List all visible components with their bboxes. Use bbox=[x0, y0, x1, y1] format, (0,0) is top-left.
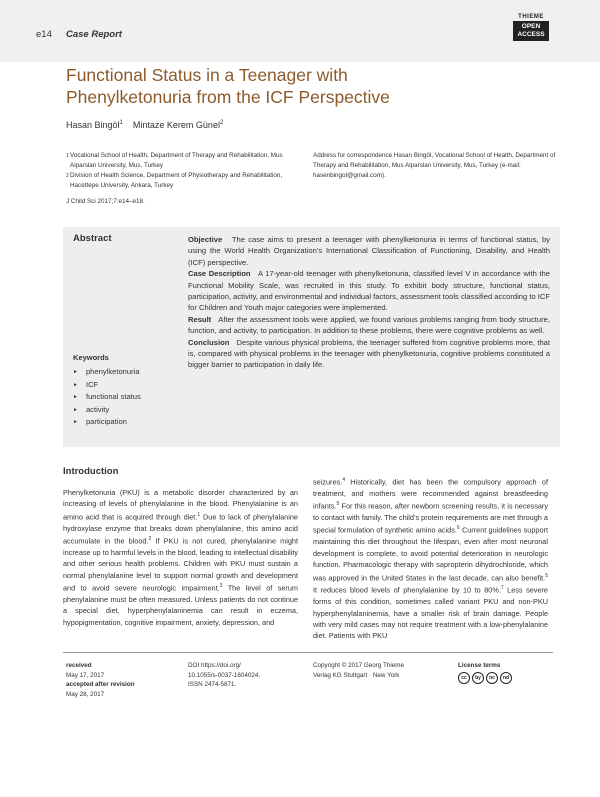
keyword-item: ► ICF bbox=[73, 379, 141, 392]
body-column-right: seizures.$^4$ Historically, diet has been the compulsory approach of treatment, and mothers were recommended against breastfeeding infants.$^5$ For this reason, after newborn screening results, it is necessary to contact with family. The child’s protein requirements are met through a special formulation of synthetic amino acids.$^6$ Current guidelines support maintaining this diet throughout the lifespan, even after most neuronal development is complete, to avoid potential deterioration in neurologic function. Pharmacologic therapy with sapropterin dihydrochloride, which was approved in the United States in the last decade, can also benefit.$^5$ It reduces blood levels of phenylalanine by 10 to 80%.$^7$ Less severe forms of this condition, sometimes called variant PKU and non-PKU hyperphenylalaninemia, have a smaller risk of brain damage. People with very mild cases may not require treatment with a low-phenylalanine diet. Patients with PKU bbox=[313, 477, 548, 641]
abstract-result: Result After the assessment tools were applied, we found various problems ranging from body structure, function, and activity, to participation. In addition to these problems, there were cognitive problems as well. bbox=[188, 314, 550, 336]
open-access-badge: OPEN ACCESS bbox=[513, 21, 549, 41]
keyword-item: ► participation bbox=[73, 416, 141, 429]
abstract-objective: Objective The case aims to present a teenager with phenylketonuria in terms of functional status, by using the World Health Organization’s International Classification of Functioning, Disability, and Health (ICF) perspective. bbox=[188, 235, 550, 267]
correspondence-text: Hasan Bingöl, Vocational School of Health, Department of Therapy and Rehabilitation, Mus Alparslan University, Mus, Turkey (e-mail: hasenbingol@gmail.com). bbox=[313, 152, 556, 179]
body-column-left: Phenylketonuria (PKU) is a metabolic disorder characterized by an increasing of levels of phenylalanine in the blood. Phenylalanine is an amino acid that is acquired through diet.$^1$ Due to lack of phenylalanine hydroxylase enzyme that breaks down phenylalanine, this amino acid accumulate in the blood.$^2$ If PKU is not cured, phenylalanine might increase up to harmful levels in the blood, leading to intellectual disability and other serious health problems. Children with PKU must sustain a normal phenylalanine level to support normal growth and development and to avoid severe neurologic impairment.$^3$ The level of serum phenylalanine must be often measured. Unless patients do not continue a special diet, hyperphenylalaninemia can result in eczema, hypopigmentation, cognitive impairment, anxiety, depression, and bbox=[63, 488, 298, 627]
section-label: Case Report bbox=[66, 29, 122, 40]
page-number: e14 bbox=[36, 29, 52, 40]
abstract-heading: Abstract bbox=[73, 233, 112, 244]
correspondence bbox=[313, 151, 563, 181]
keyword-item: ► activity bbox=[73, 404, 141, 417]
publisher-logo: THIEME bbox=[518, 14, 544, 20]
abstract-conclusion: Conclusion Despite various physical problems, the teenager suffered from cognitive problems more, that is, compared with physical problems in the teenager with phenylketonuria, cognitive problems constituted a bigger barrier to participation in daily life. bbox=[188, 337, 550, 370]
doi-block: DOI https://doi.org/ 10.1055/s-0037-1604024. ISSN 2474-5871. bbox=[188, 662, 261, 688]
doi-link[interactable]: https://doi.org/ bbox=[200, 662, 241, 669]
keyword-item: ► functional status bbox=[73, 391, 141, 404]
abstract-case: Case Description A 17-year-old teenager with phenylketonuria, classified level V in accordance with the Functional Mobility Scale, was recruited in this study. To exhibit body structure, functional status, participation, activity, and environmental and individual factors, assessment tools classified according to ICF for Children and Youth major categories were implemented. bbox=[188, 269, 551, 313]
abstract-body bbox=[188, 234, 550, 371]
keyword-list bbox=[73, 366, 141, 429]
cc-icon: cc bbox=[458, 672, 470, 684]
keyword-item: ► phenylketonuria bbox=[73, 366, 141, 379]
affiliation: Division of Health Science, Department of Physiotherapy and Rehabilitation, Hacettepe University, Ankara, Turkey bbox=[70, 172, 283, 189]
affiliations: 1 Vocational School of Health, Department of Therapy and Rehabilitation, Mus Alparslan University, Mus, Turkey 2 Division of Health Science, Department of Physiotherapy and Rehabilitation, Hacettepe University, Ankara, Turkey bbox=[66, 151, 301, 191]
license-icons bbox=[458, 672, 512, 684]
correspondence-label: Address for correspondence bbox=[313, 152, 393, 159]
article-title: Functional Status in a Teenager with Phenylketonuria from the ICF Perspective bbox=[66, 65, 390, 107]
article-dates: received May 17, 2017 accepted after revision May 28, 2017 bbox=[66, 662, 135, 698]
open-access-logo bbox=[513, 14, 549, 41]
nd-icon: nd bbox=[500, 672, 512, 684]
license-label: License terms bbox=[458, 662, 501, 669]
nc-icon: nc bbox=[486, 672, 498, 684]
author-name: Mintaze Kerem Günel bbox=[132, 120, 220, 130]
page-header bbox=[0, 0, 600, 62]
keywords-heading: Keywords bbox=[73, 353, 109, 362]
by-icon: by bbox=[472, 672, 484, 684]
introduction-heading: Introduction bbox=[63, 466, 119, 477]
affiliation: Vocational School of Health, Department of Therapy and Rehabilitation, Mus Alparslan University, Mus, Turkey bbox=[70, 152, 283, 169]
author-name: Hasan Bingöl bbox=[66, 120, 120, 130]
copyright: Copyright © 2017 Georg Thieme Verlag KG Stuttgart · New York bbox=[313, 662, 404, 679]
author-list: Hasan Bingöl$^1$ Mintaze Kerem Günel$^2$ bbox=[66, 120, 224, 130]
journal-citation: J Child Sci 2017;7:e14–e18. bbox=[66, 198, 145, 205]
footer-divider bbox=[63, 652, 553, 653]
